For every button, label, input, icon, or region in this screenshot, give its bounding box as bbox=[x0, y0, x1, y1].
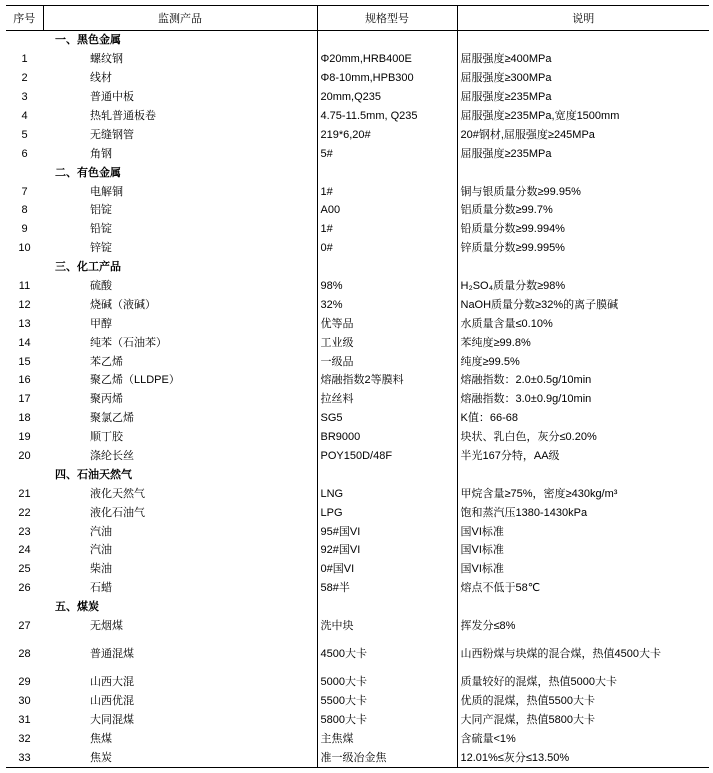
description: 熔融指数：3.0±0.9g/10min bbox=[457, 390, 709, 409]
product-name: 无烟煤 bbox=[90, 620, 123, 633]
row-number: 25 bbox=[18, 563, 31, 576]
spec-model: 32% bbox=[317, 295, 457, 314]
description: 国VI标准 bbox=[457, 560, 709, 579]
monitoring-products-table bbox=[6, 5, 709, 768]
category-desc bbox=[457, 598, 709, 617]
product-name: 聚乙烯（LLDPE） bbox=[90, 374, 180, 387]
table-row bbox=[6, 107, 709, 126]
table-row bbox=[6, 277, 709, 296]
product-name: 大同混煤 bbox=[90, 713, 134, 726]
description: 屈服强度≥235MPa,宽度1500mm bbox=[457, 107, 709, 126]
description: 饱和蒸汽压1380-1430kPa bbox=[457, 503, 709, 522]
row-number: 19 bbox=[18, 431, 31, 444]
product-name: 柴油 bbox=[90, 563, 112, 576]
description: 屈服强度≥400MPa bbox=[457, 50, 709, 69]
description: 苯纯度≥99.8% bbox=[457, 333, 709, 352]
row-number: 18 bbox=[18, 412, 31, 425]
product-name: 线材 bbox=[90, 72, 112, 85]
table-row bbox=[6, 541, 709, 560]
row-number: 4 bbox=[21, 110, 28, 122]
row-number: 7 bbox=[21, 185, 28, 198]
table-row bbox=[6, 691, 709, 710]
spec-model: BR9000 bbox=[317, 428, 457, 447]
row-number: 23 bbox=[18, 525, 31, 538]
table-header bbox=[6, 6, 709, 31]
product-name: 液化石油气 bbox=[90, 506, 145, 519]
table-row bbox=[6, 617, 709, 636]
table-row bbox=[6, 484, 709, 503]
product-name: 螺纹钢 bbox=[90, 53, 123, 66]
product-name: 聚丙烯 bbox=[90, 393, 123, 406]
category-row bbox=[6, 258, 709, 277]
table-row bbox=[6, 239, 709, 258]
category-spec bbox=[317, 598, 457, 617]
table-row bbox=[6, 295, 709, 314]
product-name: 石蜡 bbox=[90, 582, 112, 595]
description: 熔点不低于58℃ bbox=[457, 579, 709, 598]
category-num bbox=[6, 598, 43, 617]
spec-model: 95#国VI bbox=[317, 522, 457, 541]
description: K值：66-68 bbox=[457, 409, 709, 428]
row-number: 22 bbox=[18, 506, 31, 519]
row-number: 9 bbox=[21, 223, 28, 236]
row-number: 26 bbox=[18, 582, 31, 595]
description: 水质量含量≤0.10% bbox=[457, 314, 709, 333]
table-row bbox=[6, 579, 709, 598]
table-row bbox=[6, 314, 709, 333]
description: 国VI标准 bbox=[457, 541, 709, 560]
description: 铝质量分数≥99.7% bbox=[457, 201, 709, 220]
table-row bbox=[6, 522, 709, 541]
row-number: 16 bbox=[18, 374, 31, 387]
row-number: 24 bbox=[18, 544, 31, 557]
table-row bbox=[6, 409, 709, 428]
row-number: 12 bbox=[18, 298, 31, 311]
product-name: 无缝钢管 bbox=[90, 128, 134, 141]
row-number: 8 bbox=[21, 204, 28, 217]
description: 20#钢材,屈服强度≥245MPa bbox=[457, 125, 709, 144]
row-number: 13 bbox=[18, 317, 31, 330]
spec-model: 熔融指数2等膜料 bbox=[317, 371, 457, 390]
description: 纯度≥99.5% bbox=[457, 352, 709, 371]
product-name: 苯乙烯 bbox=[90, 355, 123, 368]
monitoring-table-container bbox=[6, 5, 709, 768]
row-number: 14 bbox=[18, 336, 31, 349]
description: 屈服强度≥235MPa bbox=[457, 144, 709, 163]
spec-model: Φ8-10mm,HPB300 bbox=[317, 69, 457, 88]
spec-model: 工业级 bbox=[317, 333, 457, 352]
spec-model: 20mm,Q235 bbox=[317, 88, 457, 107]
description: 挥发分≤8% bbox=[457, 617, 709, 636]
header-desc: 说明 bbox=[457, 6, 709, 31]
category-name: 四、石油天然气 bbox=[55, 468, 132, 481]
spec-model: 0#国VI bbox=[317, 560, 457, 579]
spec-model: 98% bbox=[317, 277, 457, 296]
spec-model: LNG bbox=[317, 484, 457, 503]
row-number: 1 bbox=[21, 53, 28, 66]
spec-model: 1# bbox=[317, 182, 457, 201]
spec-model: 5000大卡 bbox=[317, 673, 457, 692]
header-seq: 序号 bbox=[6, 6, 43, 31]
product-name: 顺丁胶 bbox=[90, 431, 123, 444]
table-row bbox=[6, 201, 709, 220]
category-num bbox=[6, 31, 43, 50]
table-row bbox=[6, 182, 709, 201]
row-number: 27 bbox=[18, 620, 31, 633]
category-row bbox=[6, 31, 709, 50]
header-spec: 规格型号 bbox=[317, 6, 457, 31]
row-number: 17 bbox=[18, 393, 31, 406]
spec-model: 92#国VI bbox=[317, 541, 457, 560]
description: 优质的混煤，热值5500大卡 bbox=[457, 691, 709, 710]
spec-model: 拉丝料 bbox=[317, 390, 457, 409]
product-name: 普通中板 bbox=[90, 91, 134, 104]
product-name: 硫酸 bbox=[90, 280, 112, 293]
category-desc bbox=[457, 163, 709, 182]
table-row bbox=[6, 69, 709, 88]
table-row bbox=[6, 729, 709, 748]
spec-model: LPG bbox=[317, 503, 457, 522]
product-name: 甲醇 bbox=[90, 317, 112, 330]
spec-model: 主焦煤 bbox=[317, 729, 457, 748]
table-row bbox=[6, 352, 709, 371]
spec-model: 优等品 bbox=[317, 314, 457, 333]
table-row bbox=[6, 125, 709, 144]
table-row bbox=[6, 333, 709, 352]
table-row bbox=[6, 371, 709, 390]
spec-model: 4500大卡 bbox=[317, 636, 457, 673]
description: 12.01%≤灰分≤13.50% bbox=[457, 748, 709, 767]
product-name: 液化天然气 bbox=[90, 487, 145, 500]
spec-model: 4.75-11.5mm, Q235 bbox=[317, 107, 457, 126]
row-number: 20 bbox=[18, 450, 31, 463]
table-row bbox=[6, 447, 709, 466]
row-number: 10 bbox=[18, 242, 31, 255]
category-row bbox=[6, 598, 709, 617]
spec-model: 洗中块 bbox=[317, 617, 457, 636]
category-num bbox=[6, 465, 43, 484]
description: 铜与银质量分数≥99.95% bbox=[457, 182, 709, 201]
category-row bbox=[6, 163, 709, 182]
row-number: 33 bbox=[6, 748, 43, 767]
product-name: 汽油 bbox=[90, 525, 112, 538]
row-number: 2 bbox=[21, 72, 28, 85]
spec-model: 5800大卡 bbox=[317, 710, 457, 729]
product-name: 锌锭 bbox=[90, 242, 112, 255]
row-number: 32 bbox=[18, 732, 31, 745]
row-number: 31 bbox=[18, 713, 31, 726]
spec-model: 1# bbox=[317, 220, 457, 239]
row-number: 11 bbox=[18, 280, 31, 293]
row-number: 6 bbox=[21, 147, 28, 160]
spec-model: 58#半 bbox=[317, 579, 457, 598]
table-row bbox=[6, 503, 709, 522]
product-name: 电解铜 bbox=[90, 185, 123, 198]
table-body bbox=[6, 31, 709, 768]
spec-model: Φ20mm,HRB400E bbox=[317, 50, 457, 69]
description: 屈服强度≥235MPa bbox=[457, 88, 709, 107]
category-name: 一、黑色金属 bbox=[55, 34, 121, 47]
row-number: 28 bbox=[18, 648, 31, 660]
description: 山西粉煤与块煤的混合煤，热值4500大卡 bbox=[457, 636, 709, 673]
category-row bbox=[6, 465, 709, 484]
description: 国VI标准 bbox=[457, 522, 709, 541]
table-row bbox=[6, 748, 709, 767]
category-spec bbox=[317, 31, 457, 50]
description: 屈服强度≥300MPa bbox=[457, 69, 709, 88]
product-name: 山西优混 bbox=[90, 694, 134, 707]
spec-model: 一级品 bbox=[317, 352, 457, 371]
description: 质量较好的混煤，热值5000大卡 bbox=[457, 673, 709, 692]
row-number: 15 bbox=[18, 355, 31, 368]
product-name: 铅锭 bbox=[90, 223, 112, 236]
product-name: 焦炭 bbox=[43, 748, 317, 767]
category-desc bbox=[457, 31, 709, 50]
category-desc bbox=[457, 465, 709, 484]
product-name: 烧碱（液碱） bbox=[90, 298, 156, 311]
description: 甲烷含量≥75%，密度≥430kg/m³ bbox=[457, 484, 709, 503]
description: 锌质量分数≥99.995% bbox=[457, 239, 709, 258]
table-row bbox=[6, 390, 709, 409]
table-row bbox=[6, 560, 709, 579]
category-name: 三、化工产品 bbox=[55, 261, 121, 274]
spec-model: SG5 bbox=[317, 409, 457, 428]
product-name: 铝锭 bbox=[90, 204, 112, 217]
spec-model: POY150D/48F bbox=[317, 447, 457, 466]
spec-model: 准一级冶金焦 bbox=[317, 748, 457, 767]
row-number: 5 bbox=[21, 128, 28, 141]
spec-model: A00 bbox=[317, 201, 457, 220]
row-number: 21 bbox=[18, 487, 31, 500]
product-name: 山西大混 bbox=[90, 675, 134, 688]
spec-model: 5# bbox=[317, 144, 457, 163]
category-spec bbox=[317, 163, 457, 182]
table-row bbox=[6, 144, 709, 163]
row-number: 3 bbox=[21, 91, 28, 104]
product-name: 普通混煤 bbox=[90, 648, 134, 660]
product-name: 汽油 bbox=[90, 544, 112, 557]
table-row bbox=[6, 88, 709, 107]
category-name: 二、有色金属 bbox=[55, 166, 121, 179]
description: 大同产混煤，热值5800大卡 bbox=[457, 710, 709, 729]
product-name: 焦煤 bbox=[90, 732, 112, 745]
description: NaOH质量分数≥32%的离子膜碱 bbox=[457, 295, 709, 314]
category-desc bbox=[457, 258, 709, 277]
table-row bbox=[6, 673, 709, 692]
spec-model: 219*6,20# bbox=[317, 125, 457, 144]
spec-model: 5500大卡 bbox=[317, 691, 457, 710]
product-name: 热轧普通板卷 bbox=[90, 110, 156, 122]
description: 铅质量分数≥99.994% bbox=[457, 220, 709, 239]
description: 半光167分特，AA级 bbox=[457, 447, 709, 466]
category-num bbox=[6, 163, 43, 182]
product-name: 聚氯乙烯 bbox=[90, 412, 134, 425]
product-name: 纯苯（石油苯） bbox=[90, 336, 167, 349]
category-spec bbox=[317, 258, 457, 277]
header-product: 监测产品 bbox=[43, 6, 317, 31]
category-num bbox=[6, 258, 43, 277]
description: 块状、乳白色，灰分≤0.20% bbox=[457, 428, 709, 447]
product-name: 涤纶长丝 bbox=[90, 450, 134, 463]
product-name: 角钢 bbox=[90, 147, 112, 160]
description: 熔融指数：2.0±0.5g/10min bbox=[457, 371, 709, 390]
row-number: 29 bbox=[18, 675, 31, 688]
description: 含硫量<1% bbox=[457, 729, 709, 748]
table-row bbox=[6, 428, 709, 447]
table-row bbox=[6, 50, 709, 69]
category-spec bbox=[317, 465, 457, 484]
description: H₂SO₄质量分数≥98% bbox=[457, 277, 709, 296]
spec-model: 0# bbox=[317, 239, 457, 258]
category-name: 五、煤炭 bbox=[55, 601, 99, 614]
table-row bbox=[6, 220, 709, 239]
table-row bbox=[6, 636, 709, 673]
row-number: 30 bbox=[18, 694, 31, 707]
table-row bbox=[6, 710, 709, 729]
